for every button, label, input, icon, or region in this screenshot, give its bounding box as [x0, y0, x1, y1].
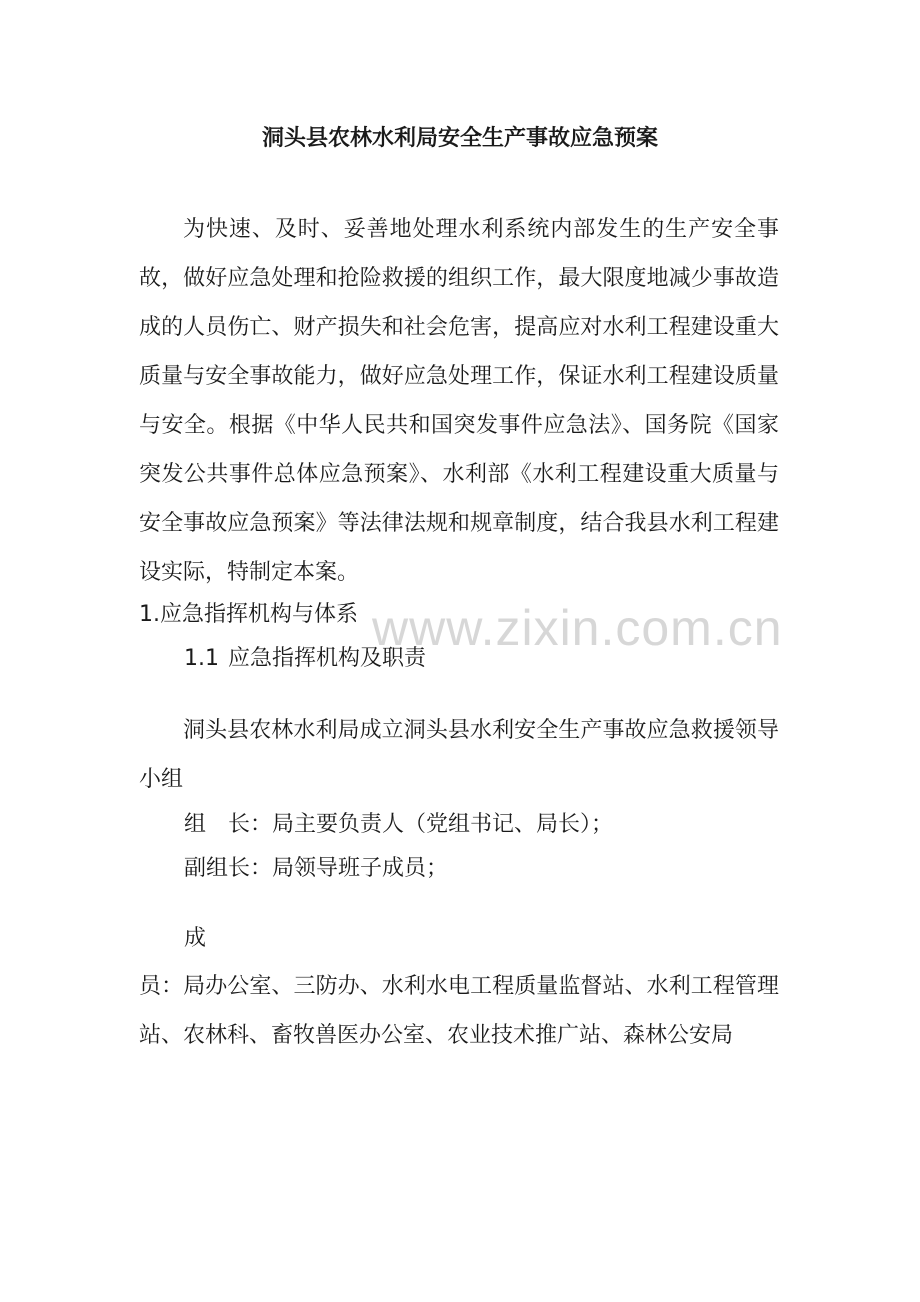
document-title: 洞头县农林水利局安全生产事故应急预案 [261, 126, 658, 151]
watermark: www.zixin.com.cn [372, 600, 783, 656]
members-head: 成 [184, 926, 207, 951]
deputy-line [184, 854, 448, 884]
section-1-1-number: 1.1 [184, 646, 219, 671]
members-list: 员：局办公室、三防办、水利水电工程质量监督站、水利工程管理站、农林科、畜牧兽医办公室、农业技术推广站、森林公安局 [139, 974, 779, 1048]
leader-value: 局主要负责人（党组书记、局长）； [272, 812, 614, 837]
lead-group-paragraph: 洞头县农林水利局成立洞头县水利安全生产事故应急救援领导小组 [139, 718, 779, 792]
deputy-value: 局领导班子成员； [272, 856, 449, 881]
section-1-1-title: 应急指挥机构及职责 [228, 646, 427, 671]
section-1-heading: 1.应急指挥机构与体系 [139, 602, 358, 627]
deputy-label: 副组长： [184, 856, 273, 881]
section-1-1-heading [184, 644, 426, 674]
intro-paragraph: 为快速、及时、妥善地处理水利系统内部发生的生产安全事故，做好应急处理和抢险救援的组织工作，最大限度地减少事故造成的人员伤亡、财产损失和社会危害，提高应对水利工程建设重大质量与安全事故能力，做好应急处理工作，保证水利工程建设质量与安全。根据《中华人民共和国突发事件应急法》、国务院《国家突发公共事件总体应急预案》、水利部《水利工程建设重大质量与安全事故应急预案》等法律法规和规章制度，结合我县水利工程建设实际，特制定本案。 [139, 217, 779, 585]
leader-label: 组 长： [184, 812, 273, 837]
leader-line [184, 810, 613, 840]
